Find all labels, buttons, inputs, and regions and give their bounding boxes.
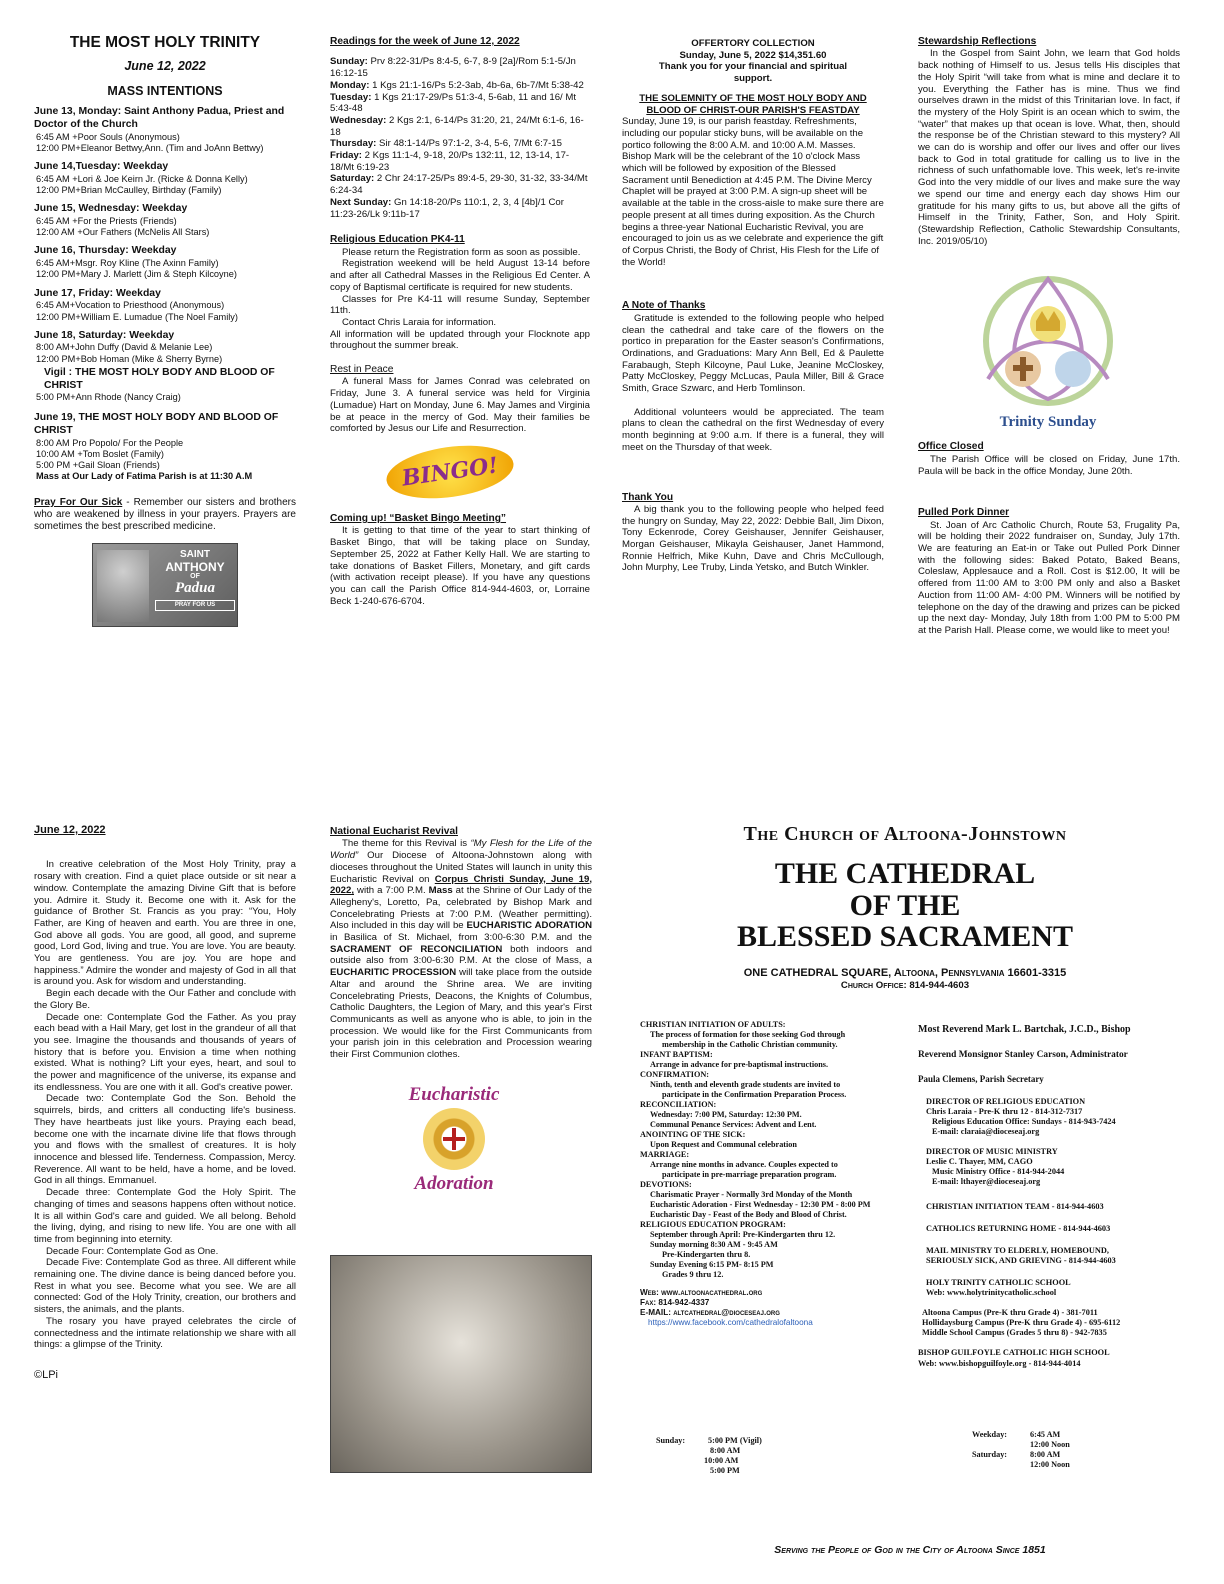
june19-intention-3: 5:00 PM +Gail Sloan (Friends) (36, 460, 160, 471)
bingo-title: Coming up! “Basket Bingo Meeting” (330, 513, 507, 524)
trinity-sunday-image (968, 269, 1128, 429)
sacrament-heading: RELIGIOUS EDUCATION PROGRAM: (640, 1220, 786, 1229)
dre-block (918, 1097, 1190, 1137)
fatima-note: Mass at Our Lady of Fatima Parish is at 11:30 A.M (36, 471, 253, 482)
rip-title: Rest in Peace (330, 364, 394, 376)
mass-intention: 12:00 PM+Bob Homan (Mike & Sherry Byrne) (36, 353, 223, 364)
weekday-label: Weekday: (972, 1430, 1008, 1439)
stewardship-title: Stewardship Reflections (918, 36, 1037, 47)
thanks-title: A Note of Thanks (622, 300, 706, 312)
sacrament-heading: CONFIRMATION: (640, 1070, 709, 1079)
june19-heading: June 19, THE MOST HOLY BODY AND BLOOD OF CHRIST (34, 412, 279, 437)
rosary-date: June 12, 2022 (34, 824, 106, 836)
solemnity-title: THE SOLEMNITY OF THE MOST HOLY BODY AND BLOOD OF CHRIST-OUR PARISH'S FEASTDAY (639, 92, 867, 116)
bingo-text: It is getting to that time of the year to start thinking of Basket Bingo, that will be taking place on Sunday, September 25, 2022 at Father Kelly Hall. We are starting to take donations of Basket Fillers, Monetary, and gift cards (with activation receipt please). If you have any questions you can call the Parish Office 814-944-4603, or, Lorraine Beck 1-240-676-6704. (330, 525, 590, 607)
rosary-text (34, 859, 296, 1351)
revival-mass: Mass (428, 885, 453, 897)
reading-entry (330, 138, 590, 150)
reading-entry (330, 115, 590, 138)
religious-ed-para-5: All information will be updated through your Flocknote app throughout the summer break. (330, 328, 590, 352)
sacrament-detail: participate in pre-marriage preparation program. (662, 1170, 837, 1179)
sacrament-detail: Eucharistic Day - Feast of the Body and Blood of Christ. (650, 1210, 847, 1219)
eucharistic-adoration-image (392, 1083, 516, 1207)
reading-day: Wednesday: (330, 114, 387, 126)
church-name: The Church of Altoona-Johnstown (743, 823, 1067, 845)
sacrament-detail: Grades 9 thru 12. (662, 1270, 724, 1279)
sacrament-detail: Arrange nine months in advance. Couples expected to (650, 1160, 838, 1169)
bulletin-date: June 12, 2022 (124, 58, 206, 73)
office-closed-text: The Parish Office will be closed on Friday, June 17th. Paula will be back in the office Monday, June 20th. (918, 453, 1180, 477)
rip-text: A funeral Mass for James Conrad was celebrated on Friday, June 3. A funeral service was held for Virginia (Lumadue) Hart on Monday, June 6. May James and Virginia be at peace in the mercy of God. May their families be comforted by Jesus our Life and Resurrection. (330, 376, 590, 435)
cathedral-web: Web: www.altoonacathedral.org (640, 1288, 763, 1297)
music-email: E-mail: lthayer@dioceseaj.org (932, 1177, 1041, 1187)
sacrament-detail: Upon Request and Communal celebration (650, 1140, 797, 1149)
monstrance-icon (423, 1108, 485, 1170)
revival-text-d: at the Shrine of Our Lady of the Allegheny's, Loretto, Pa, celebrated by Bishop Mark and Concelebrating Priests at 7:00 P.M. (Weather permitting). Also included in this day will be (330, 885, 592, 932)
christian-initiation-team: CHRISTIAN INITIATION TEAM - 814-944-4603 (926, 1201, 1104, 1211)
guilfoyle-block (918, 1348, 1190, 1368)
revival-text-b: Our Diocese of Altoona-Johnstown along with dioceses throughout the United States will launch in unity this Eucharistic Revival on (330, 850, 592, 885)
reading-day: Friday: (330, 150, 362, 162)
mass-intention: 6:45 AM +Poor Souls (Anonymous) (36, 131, 180, 142)
campus-middle: Middle School Campus (Grades 5 thru 8) - 942-7835 (922, 1328, 1107, 1338)
facebook-link[interactable]: https://www.facebook.com/cathedralofaltoona (648, 1318, 813, 1327)
column-rosary (34, 824, 296, 1524)
reading-day: Thursday: (330, 138, 377, 150)
reading-citation: 2 Kgs 2:1, 6-14/Ps 31:20, 21, 24/Mt 6:1-6, 16-18 (330, 114, 584, 138)
offertory-line-3: Thank you for your financial and spiritual support. (658, 61, 848, 85)
reading-citation: Sir 48:1-14/Ps 97:1-2, 3-4, 5-6, 7/Mt 6:7-15 (376, 138, 562, 150)
sunday-time-3: 10:00 AM (704, 1456, 739, 1465)
bulletin-title: THE MOST HOLY TRINITY (69, 34, 261, 51)
offertory-line-1: OFFERTORY COLLECTION (691, 38, 815, 49)
vigil-intention: 5:00 PM+Ann Rhode (Nancy Craig) (36, 392, 181, 403)
religious-ed-para-4: Contact Chris Laraia for information. (342, 316, 497, 328)
sacrament-detail: participate in the Confirmation Preparation Process. (662, 1090, 847, 1099)
sunday-time-1: 5:00 PM (Vigil) (708, 1436, 762, 1445)
reading-entry (330, 173, 590, 196)
mass-intention: 6:45 AM +Lori & Joe Keirn Jr. (Ricke & Donna Kelly) (36, 173, 248, 184)
revival-text-a: The theme for this Revival is (342, 838, 471, 850)
pray-for-sick (34, 497, 296, 534)
sacrament-heading: DEVOTIONS: (640, 1180, 692, 1189)
sacrament-detail: Sunday Evening 6:15 PM- 8:15 PM (650, 1260, 774, 1269)
cathedral-line-1: THE CATHEDRAL (774, 857, 1036, 891)
thank-you-text: A big thank you to the following people who helped feed the hungry on Sunday, May 22, 2022: Debbie Ball, Jim Dixon, Tony Eckenrode, Corey Geishauser, Jennifer Geishauser, Morgan Geishauser, Mikayla Geishauser, Janet Hammond, Ronnie Helfrich, Mike Kuhn, Dave and Chris McCullough, John Murphy, Lee Truby, Linda Yetsko, and Butch Winkler. (622, 503, 884, 574)
reading-day: Tuesday: (330, 91, 372, 103)
column-eucharist-revival (330, 826, 592, 1526)
music-title: DIRECTOR OF MUSIC MINISTRY (926, 1147, 1058, 1157)
mass-intention: 6:45 AM+Msgr. Roy Kline (The Axinn Family) (36, 258, 219, 269)
saint-figure (97, 550, 149, 622)
column-readings (330, 36, 590, 776)
footer-motto: Serving the People of God in the City of Altoona Since 1851 (774, 1544, 1046, 1556)
adoration-word-2: Adoration (414, 1172, 494, 1194)
image-text-of: OF (190, 573, 200, 581)
readings-list (330, 56, 590, 220)
sacrament-heading: RECONCILIATION: (640, 1100, 717, 1109)
dre-title: DIRECTOR OF RELIGIOUS EDUCATION (926, 1096, 1086, 1106)
reading-entry (330, 80, 590, 92)
trinity-sunday-label: Trinity Sunday (999, 414, 1097, 431)
campuses (918, 1308, 1190, 1338)
sunday-time-4: 5:00 PM (710, 1466, 740, 1475)
column-stewardship (918, 36, 1180, 796)
rosary-paragraph: Decade one: Contemplate God the Father. As you pray each bead with a Hail Mary, get lost in the grandeur of all that you see. Imagine the thousands and thousands of years of history that is before you. Envision a time when nothing existed. What is nothing? Lift your eyes, heart, and soul to the power and magnificence of the universe, its expanse and its endlessness. You are one with it all. God's creative power. (34, 1011, 296, 1093)
cathedral-line-3: BLESSED SACRAMENT (737, 920, 1073, 954)
trinity-symbol (968, 269, 1128, 409)
church-office: Church Office: 814-944-4603 (840, 980, 970, 992)
mail-ministry-1: MAIL MINISTRY TO ELDERLY, HOMEBOUND, (926, 1245, 1109, 1255)
sacraments-entries (640, 1020, 910, 1280)
parish-secretary: Paula Clemens, Parish Secretary (918, 1073, 1044, 1084)
sacrament-detail: Communal Penance Services: Advent and Lent. (650, 1120, 817, 1129)
mass-intentions-list (34, 106, 296, 364)
revival-text (330, 838, 592, 1060)
sacraments-list (640, 1020, 910, 1380)
reading-day: Monday: (330, 79, 370, 91)
mass-intention: 12:00 PM+Mary J. Marlett (Jim & Steph Kilcoyne) (36, 269, 237, 280)
revival-adoration: EUCHARISTIC ADORATION (466, 920, 592, 932)
weekday-time-1: 6:45 AM (1030, 1430, 1061, 1439)
guilfoyle-name: BISHOP GUILFOYLE CATHOLIC HIGH SCHOOL (918, 1348, 1110, 1358)
copyright: ©LPi (34, 1368, 59, 1381)
rosary-paragraph: Decade Five: Contemplate God as three. All different while remaining one. The divine dance is being danced before you. Rest in what you see. Become what you see. We are all connected: God of the Holy Trinity, creation, our brothers and sisters, the animals, and the plants. (34, 1257, 296, 1316)
sacrament-detail: membership in the Catholic Christian community. (662, 1040, 838, 1049)
sacrament-detail: Sunday morning 8:30 AM - 9:45 AM (650, 1240, 778, 1249)
mass-intention: 12:00 AM +Our Fathers (McNelis All Stars) (36, 227, 210, 238)
sunday-time-2: 8:00 AM (710, 1446, 741, 1455)
sacrament-detail: September through April: Pre-Kindergarten thru 12. (650, 1230, 836, 1239)
saturday-label: Saturday: (972, 1450, 1008, 1459)
staff-contacts (918, 1024, 1190, 1416)
sacrament-detail: Eucharistic Adoration - First Wednesday - 12:30 PM - 8:00 PM (650, 1200, 871, 1209)
revival-text-f: both indoors and outside also from 3:00-6:30 P.M. At the close of Mass, a (330, 943, 592, 967)
bingo-word: BINGO! (400, 451, 500, 492)
trinity-sculpture-image (330, 1255, 592, 1473)
column-offertory (622, 38, 884, 778)
image-text-padua: Padua (174, 579, 215, 596)
music-block (918, 1147, 1190, 1187)
mass-intention: 12:00 PM+Brian McCaulley, Birthday (Family) (36, 185, 222, 196)
vigil-heading: Vigil : THE MOST HOLY BODY AND BLOOD OF CHRIST (44, 366, 275, 391)
sacrament-detail: Arrange in advance for pre-baptismal instructions. (650, 1060, 829, 1069)
reading-citation: Gn 14:18-20/Ps 110:1, 2, 3, 4 [4b]/1 Cor 11:23-26/Lk 9:11b-17 (330, 196, 564, 220)
cathedral-fax: Fax: 814-942-4337 (640, 1298, 710, 1307)
mass-intention: 8:00 AM+John Duffy (David & Melanie Lee) (36, 342, 213, 353)
adoration-word-1: Eucharistic (408, 1083, 500, 1105)
reading-day: Next Sunday: (330, 196, 392, 208)
column-mass-intentions (34, 34, 296, 794)
sunday-times (656, 1436, 856, 1516)
revival-reconciliation: SACRAMENT OF RECONCILIATION (330, 943, 503, 955)
sacrament-detail: The process of formation for those seeking God through (650, 1030, 846, 1039)
revival-corpus-christi: Corpus Christi Sunday, June 19, 2022, (330, 873, 592, 897)
weekday-times (972, 1430, 1152, 1480)
mass-intention: 12:00 PM+William E. Lumadue (The Noel Family) (36, 311, 238, 322)
image-text-pray: PRAY FOR US (155, 600, 235, 610)
school-name: HOLY TRINITY CATHOLIC SCHOOL (926, 1277, 1071, 1287)
dre-name: Chris Laraia - Pre-K thru 12 - 814-312-7317 (926, 1106, 1083, 1116)
reading-citation: 2 Kgs 11:1-4, 9-18, 20/Ps 132:11, 12, 13-14, 17-18/Mt 6:19-23 (330, 150, 570, 173)
revival-title: National Eucharist Revival (330, 826, 458, 837)
dre-office: Religious Education Office: Sundays - 814-943-7424 (932, 1116, 1116, 1126)
mass-day-heading: June 18, Saturday: Weekday (34, 329, 175, 341)
revival-text-g: will take place from the outside Altar and around the Shrine area. We are inviting Concelebrating Priests, Deacons, the Knights of Columbus, Catholic Daughters, the Legion of Mary, and this year's First Communicants as well as anyone who is able, to join in the procession. We would like for the First Communicants from your parish join in this celebration and Procession wearing their First Communion clothes. (330, 967, 592, 1061)
revival-text-c: with a 7:00 P.M. (354, 885, 429, 897)
saturday-time-2: 12:00 Noon (1030, 1460, 1070, 1469)
rosary-paragraph: The rosary you have prayed celebrates the circle of connectedness and the intimate relationship we share with all things: a glimpse of the Trinity. (34, 1315, 296, 1351)
school-block (918, 1278, 1190, 1298)
sacrament-detail: Wednesday: 7:00 PM, Saturday: 12:30 PM. (650, 1110, 802, 1119)
mass-day-heading: June 14,Tuesday: Weekday (34, 161, 169, 173)
revival-text-e: in Basilica of St. Michael, from 3:00-6:30 P.M. and the (330, 932, 592, 944)
rosary-paragraph: Decade two: Contemplate God the Son. Behold the squirrels, birds, and critters all conducting life's business. They have heartbeats just like yours. Praying each bead, become one with the incarnate divine life that flows through you and flows with the smallest of creatures. It is holy innocence and blessed life. Tenderness. Compassion, Mercy. Reverence. All want to be held, have a home, and be loved. God in all things. Emmanuel. (34, 1093, 296, 1187)
revival-theme: “My Flesh for the Life of the World” (330, 838, 592, 862)
sacrament-heading: MARRIAGE: (640, 1150, 690, 1159)
saint-anthony-image (92, 543, 238, 627)
reading-day: Sunday: (330, 56, 368, 68)
thank-you-title: Thank You (622, 491, 674, 503)
administrator: Reverend Monsignor Stanley Carson, Administrator (918, 1050, 1128, 1061)
pray-for-sick-text: - Remember our sisters and brothers who are weakened by illness in your prayers. Prayers are sometimes the best prescribed medicine. (34, 496, 296, 533)
office-closed-title: Office Closed (918, 441, 984, 453)
offertory-line-2: Sunday, June 5, 2022 $14,351.60 (679, 49, 827, 61)
sacrament-heading: CHRISTIAN INITIATION OF ADULTS: (640, 1020, 786, 1029)
june19-intention-2: 10:00 AM +Tom Boslet (Family) (36, 449, 164, 460)
web-block (640, 1288, 910, 1328)
stewardship-text: In the Gospel from Saint John, we learn that God holds back nothing of Himself to us. Jesus tells His disciples that the Holy Spirit “will take from what is mine and declare it to you. Everything the Father has is mine. Thus we find ourselves drawn in the midst of this Trinitarian love. In fact, if the mystery of the Holy Spirit is an ocean which to swim, the “water” that makes up that ocean is love. What, then, should the response be of the Christian steward to this mystery? All we can do is worship and offer our lives and offer our lives back to God in total gratitude for calling us to live in the richness of such unfathomable love. This week, let's re-invite God into the very middle of our lives and make sure the way we spend our time and energy each day shows Him our gratitude for his many gifts to us, but above all the gifts of Himself in the Trinity, Father, Son, and Holy Spirit. (Stewardship Reflection, Catholic Stewardship Consultants, Inc. 2019/05/10) (918, 48, 1180, 247)
image-text-anthony: ANTHONY (165, 559, 225, 574)
reading-citation: 1 Kgs 21:1-16/Ps 5:2-3ab, 4b-6a, 6b-7/Mt 5:38-42 (369, 79, 584, 91)
music-office: Music Ministry Office - 814-944-2044 (932, 1167, 1065, 1177)
sacrament-heading: INFANT BAPTISM: (640, 1050, 713, 1059)
bingo-image (383, 438, 517, 505)
religious-ed-para-1: Please return the Registration form as soon as possible. (342, 246, 581, 258)
weekday-time-2: 12:00 Noon (1030, 1440, 1070, 1449)
campus-hollidaysburg: Hollidaysburg Campus (Pre-K thru Grade 4) - 695-6112 (922, 1318, 1121, 1328)
reading-day: Saturday: (330, 173, 375, 185)
cathedral-address: ONE CATHEDRAL SQUARE, Altoona, Pennsylvania 16601-3315 (743, 966, 1067, 979)
mail-ministry-2: SERIOUSLY SICK, AND GRIEVING - 814-944-4603 (926, 1255, 1116, 1265)
mass-intention: 6:45 AM+Vocation to Priesthood (Anonymous) (36, 300, 225, 311)
saturday-time-1: 8:00 AM (1030, 1450, 1061, 1459)
readings-title: Readings for the week of June 12, 2022 (330, 36, 520, 47)
reading-citation: 2 Chr 24:17-25/Ps 89:4-5, 29-30, 31-32, 33-34/Mt 6:24-34 (330, 173, 588, 197)
reading-entry (330, 197, 590, 220)
school-web: Web: www.holytrinitycatholic.school (926, 1288, 1057, 1298)
reading-entry (330, 92, 590, 115)
mass-intention: 12:00 PM+Eleanor Bettwy,Ann. (Tim and JoAnn Bettwy) (36, 143, 264, 153)
religious-ed-title: Religious Education PK4-11 (330, 234, 465, 246)
pulled-pork-text: St. Joan of Arc Catholic Church, Route 53, Frugality Pa, will be holding their 2022 fundraiser on, Sunday, July 17th. We are featuring an Eat-in or Take out Pulled Pork Dinner with the following sides: Baked Potato, Baked Beans, Coleslaw, Applesauce and a Roll. Cost is $12.00, It will be offered from 11:00 AM to 3:00 PM only and also a Basket Auction from 11:00 AM- 4:00 PM. Winners will be notified by telephone on the day of the drawing and prizes can be picked up the next day- Monday, July 18th from 1:00 PM to 5:00 PM at the Parish Hall. Please come, we would like to meet you! (918, 519, 1180, 636)
reading-entry (330, 56, 590, 79)
mass-day-heading: June 13, Monday: Saint Anthony Padua, Priest and Doctor of the Church (34, 106, 285, 131)
campus-altoona: Altoona Campus (Pre-K thru Grade 4) - 381-7011 (922, 1308, 1098, 1318)
catholics-returning-home: CATHOLICS RETURNING HOME - 814-944-4603 (926, 1223, 1111, 1233)
mass-day-heading: June 16, Thursday: Weekday (34, 245, 177, 257)
pulled-pork-title: Pulled Pork Dinner (918, 507, 1010, 519)
music-name: Leslie C. Thayer, MM, CAGO (926, 1157, 1033, 1167)
mass-intentions-title: MASS INTENTIONS (107, 84, 223, 99)
rosary-paragraph: Decade three: Contemplate God the Holy Spirit. The changing of times and seasons happens often without notice. It is all within God's care and guided. We all belong. Behold the living, dying, and rising to new life. You are one with all time from beginning into eternity. (34, 1187, 296, 1245)
dre-email: E-mail: claraia@dioceseaj.org (932, 1126, 1040, 1136)
revival-procession: EUCHARITIC PROCESSION (330, 967, 457, 979)
thanks-text-2: Additional volunteers would be appreciated. The team plans to clean the cathedral on the first Wednesday of every month beginning at 9:00 a.m. If there is a funeral, they will meet on the Thursday of that week. (622, 406, 884, 453)
cathedral-email: E-MAIL: altcathedral@dioceseaj.org (640, 1308, 780, 1317)
pray-for-sick-heading: Pray For Our Sick (34, 496, 123, 508)
sacrament-detail: Charismatic Prayer - Normally 3rd Monday of the Month (650, 1190, 853, 1199)
rosary-paragraph: Decade Four: Contemplate God as One. (46, 1245, 219, 1257)
religious-ed-para-2: Registration weekend will be held August 13-14 before and after all Cathedral Masses in the Religious Ed Center. A copy of Baptismal certificate is required for new students. (330, 258, 590, 293)
thanks-text: Gratitude is extended to the following people who helped clean the cathedral and take care of the flowers on the portico in preparation for the Easter season's Confirmations, Ordinations, and Graduations: Mary Ann Bell, Ed & Paulette Farabaugh, Steph Kilcoyne, Paul Luke, Jeanine McCloskey, Patty McCloskey, Peggy McLucas, Paula Miller, Bill & Grace Smith, Grace Szwarc, and Herb Tomlinson. (622, 312, 884, 395)
sunday-label: Sunday: (656, 1436, 686, 1445)
image-text-saint: SAINT (180, 549, 210, 561)
reading-entry (330, 150, 590, 173)
cathedral-line-2: OF THE (849, 888, 961, 922)
sacrament-heading: ANOINTING OF THE SICK: (640, 1130, 746, 1139)
mass-intention: 6:45 AM +For the Priests (Friends) (36, 216, 177, 227)
sacrament-detail: Ninth, tenth and eleventh grade students are invited to (650, 1080, 841, 1089)
religious-ed-para-3: Classes for Pre K4-11 will resume Sunday, September 11th. (330, 293, 590, 317)
mass-day-heading: June 17, Friday: Weekday (34, 287, 161, 299)
mail-ministry (918, 1246, 1190, 1266)
bishop: Most Reverend Mark L. Bartchak, J.C.D., Bishop (918, 1024, 1131, 1035)
rosary-paragraph: In creative celebration of the Most Holy Trinity, pray a rosary with creation. Find a quiet place outside or sit near a window. Contemplate the amazing Divine Gift that is before you. Admire it. Study it. Become one with it. Ask for the guidance of Brother St. Francis as you pray: “You, Holy Father, are King of heaven and earth. You are three in one, God above all gods. You are good, all good, and supreme good, Lord God, living and true. You are love. You are beauty. You are gentleness. You are joy. You are hope and happiness.” Admire the wonder and majesty of God in all that is around you. Ask for wisdom and understanding. (34, 859, 296, 988)
rosary-paragraph: Begin each decade with the Our Father and conclude with the Glory Be. (34, 988, 296, 1011)
mass-day-heading: June 15, Wednesday: Weekday (34, 203, 188, 215)
masthead (620, 822, 1190, 1002)
reading-citation: Prv 8:22-31/Ps 8:4-5, 6-7, 8-9 [2a]/Rom 5:1-5/Jn 16:12-15 (330, 56, 576, 80)
reading-citation: 1 Kgs 21:17-29/Ps 51:3-4, 5-6ab, 11 and 16/ Mt 5:43-48 (330, 91, 577, 115)
solemnity-text: Sunday, June 19, is our parish feastday. Refreshments, including our popular sticky buns, will be available on the portico following the 8:00 A.M. and 10:00 A.M. Masses. Bishop Mark will be the celebrant of the 10 o'clock Mass which will be followed by exposition of the Blessed Sacrament until Benediction at 4:45 P.M. The Divine Mercy Chaplet will be prayed at 3:00 P.M. A sign-up sheet will be available at the table in the cross-aisle to make sure there are people present at all times during exposition. As the Church begins a three-year National Eucharistic Revival, you are encouraged to join us as we celebrate and experience the gift of Corpus Christi, the Body of Christ, His Flesh for the Life of the World! (622, 116, 884, 268)
sacrament-detail: Pre-Kindergarten thru 8. (662, 1250, 751, 1259)
june19-intention-1: 8:00 AM Pro Popolo/ For the People (36, 437, 184, 448)
guilfoyle-web: Web: www.bishopguilfoyle.org - 814-944-4014 (918, 1358, 1081, 1368)
